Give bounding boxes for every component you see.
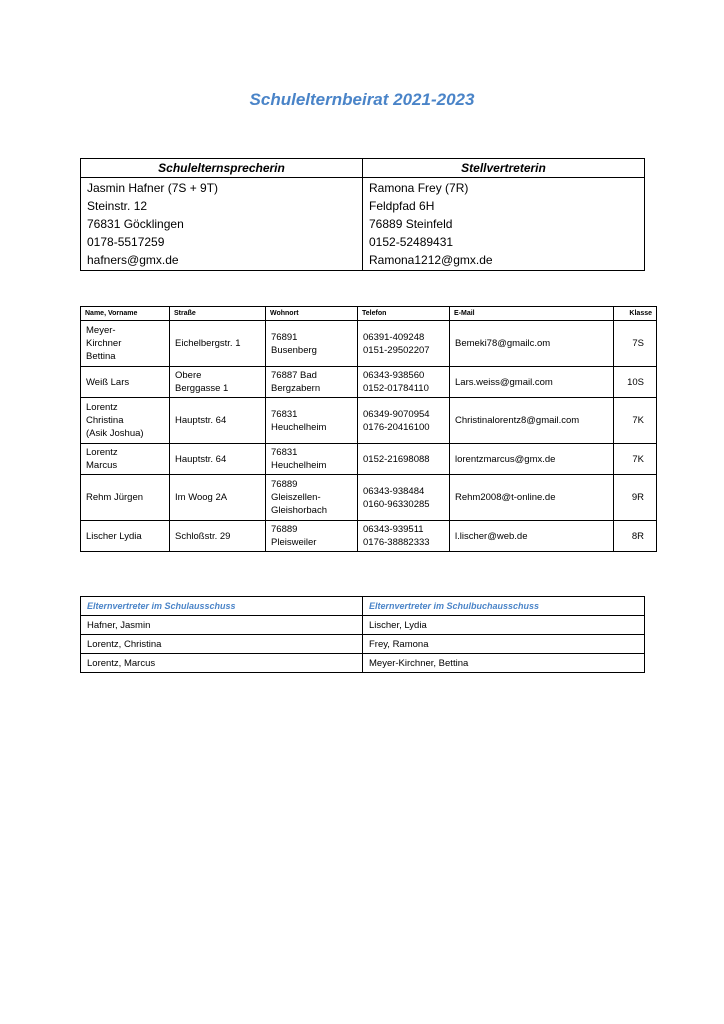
member-phone-line: 0152-01784110 (363, 383, 429, 394)
committees-row (81, 616, 645, 635)
member-email: lorentzmarcus@gmx.de (450, 444, 614, 475)
member-name-line: Lorentz (86, 402, 118, 413)
schoolbook-committee-member: Lischer, Lydia (363, 616, 645, 635)
member-name-line: Bettina (86, 351, 116, 362)
member-row (81, 398, 657, 444)
member-phone-line: 0176-38882333 (363, 537, 430, 548)
member-phone (358, 475, 450, 521)
member-street-line: Obere (175, 370, 202, 381)
member-name-line: Meyer- (86, 325, 116, 336)
member-phone (358, 521, 450, 552)
member-phone-line: 06343-938560 (363, 370, 425, 381)
member-phone (358, 321, 450, 367)
committees-row (81, 635, 645, 654)
member-name-line: Christina (86, 415, 124, 426)
member-city (266, 444, 358, 475)
member-class: 8R (614, 521, 657, 552)
member-email: Lars.weiss@gmail.com (450, 367, 614, 398)
member-phone-line: 0152-21698088 (363, 453, 430, 465)
member-city-line: Bergzabern (271, 383, 321, 394)
member-street (170, 398, 266, 444)
member-street-line: Hauptstr. 64 (175, 453, 227, 465)
member-name-line: Lischer Lydia (86, 530, 142, 542)
member-street (170, 475, 266, 521)
member-city-line: Heuchelheim (271, 421, 327, 433)
member-row (81, 321, 657, 367)
member-city-line: 76887 Bad (271, 370, 317, 381)
member-city (266, 521, 358, 552)
member-name (81, 444, 170, 475)
school-committee-member: Lorentz, Marcus (81, 654, 363, 673)
members-table (80, 306, 657, 552)
deputy-street: Feldpfad 6H (369, 199, 435, 213)
member-name (81, 475, 170, 521)
member-street (170, 521, 266, 552)
member-city-line: Pleisweiler (271, 537, 317, 548)
member-street (170, 321, 266, 367)
member-city (266, 367, 358, 398)
member-name-line: Weiß Lars (86, 376, 130, 388)
member-name-line: Marcus (86, 460, 118, 471)
schoolbook-committee-header: Elternvertreter im Schulbuchausschuss (363, 597, 645, 616)
col-header-street: Straße (170, 307, 266, 321)
col-header-email: E-Mail (450, 307, 614, 321)
member-name (81, 521, 170, 552)
member-phone-line: 06391-409248 (363, 331, 425, 343)
member-name (81, 367, 170, 398)
member-city-line: Heuchelheim (271, 460, 327, 471)
speakers-body-row (81, 178, 645, 271)
member-street-line: Hauptstr. 64 (175, 415, 227, 426)
member-class: 7S (614, 321, 657, 367)
schoolbook-committee-member: Meyer-Kirchner, Bettina (363, 654, 645, 673)
member-city-line: 76889 (271, 479, 298, 490)
member-street (170, 444, 266, 475)
member-city (266, 398, 358, 444)
deputy-phone: 0152-52489431 (369, 235, 454, 249)
member-name-line: (Asik Joshua) (86, 428, 144, 439)
deputy-header: Stellvertreterin (363, 159, 645, 178)
member-phone (358, 398, 450, 444)
speaker-name: Jasmin Hafner (7S + 9T) (87, 181, 219, 195)
member-class: 9R (614, 475, 657, 521)
col-header-phone: Telefon (358, 307, 450, 321)
deputy-email: Ramona1212@gmx.de (369, 253, 493, 267)
member-phone-line: 06343-938484 (363, 485, 425, 497)
col-header-class: Klasse (614, 307, 657, 321)
member-street-line: Im Woog 2A (175, 492, 228, 503)
member-street-line: Eichelbergstr. 1 (175, 338, 241, 349)
member-city-line: Busenberg (271, 344, 317, 356)
member-city (266, 475, 358, 521)
member-city-line: Gleishorbach (271, 505, 327, 516)
member-class: 10S (614, 367, 657, 398)
member-name-line: Lorentz (86, 447, 118, 458)
member-row (81, 444, 657, 475)
member-city-line: Gleiszellen- (271, 492, 321, 503)
member-row (81, 367, 657, 398)
speaker-header: Schulelternsprecherin (81, 159, 363, 178)
speaker-email: hafners@gmx.de (87, 253, 179, 267)
deputy-name: Ramona Frey (7R) (369, 181, 469, 195)
member-name (81, 398, 170, 444)
member-phone (358, 444, 450, 475)
member-phone-line: 0176-20416100 (363, 421, 430, 433)
member-street-line: Berggasse 1 (175, 383, 229, 394)
col-header-city: Wohnort (266, 307, 358, 321)
member-row (81, 521, 657, 552)
speakers-table (80, 158, 645, 271)
school-committee-member: Lorentz, Christina (81, 635, 363, 654)
school-committee-member: Hafner, Jasmin (81, 616, 363, 635)
deputy-cell (363, 178, 645, 271)
member-name-line: Rehm Jürgen (86, 492, 144, 503)
committees-row (81, 654, 645, 673)
member-street (170, 367, 266, 398)
member-city-line: 76889 (271, 524, 298, 535)
schoolbook-committee-member: Frey, Ramona (363, 635, 645, 654)
member-row (81, 475, 657, 521)
member-phone-line: 06343-939511 (363, 524, 424, 535)
deputy-city: 76889 Steinfeld (369, 217, 453, 231)
school-committee-header: Elternvertreter im Schulausschuss (81, 597, 363, 616)
member-phone-line: 0151-29502207 (363, 344, 430, 356)
page-title: Schulelternbeirat 2021-2023 (249, 90, 475, 109)
member-email: Rehm2008@t-online.de (450, 475, 614, 521)
member-email: Bemeki78@gmailc.om (450, 321, 614, 367)
member-email: l.lischer@web.de (450, 521, 614, 552)
col-header-name: Name, Vorname (81, 307, 170, 321)
members-body (81, 321, 657, 552)
members-header-row (81, 307, 657, 321)
member-phone-line: 0160-96330285 (363, 498, 430, 510)
speaker-city: 76831 Göcklingen (87, 217, 184, 231)
speaker-street: Steinstr. 12 (87, 199, 148, 213)
member-city-line: 76831 (271, 408, 298, 420)
speaker-cell (81, 178, 363, 271)
member-name-line: Kirchner (86, 338, 122, 349)
member-phone-line: 06349-9070954 (363, 408, 430, 420)
member-class: 7K (614, 444, 657, 475)
speakers-header-row (81, 159, 645, 178)
member-city-line: 76891 (271, 331, 298, 343)
member-email: Christinalorentz8@gmail.com (450, 398, 614, 444)
member-street-line: Schloßstr. 29 (175, 530, 231, 542)
committees-header-row (81, 597, 645, 616)
member-city (266, 321, 358, 367)
member-class: 7K (614, 398, 657, 444)
committees-table (80, 596, 645, 673)
speaker-phone: 0178-5517259 (87, 235, 165, 249)
member-name (81, 321, 170, 367)
member-city-line: 76831 (271, 447, 298, 458)
member-phone (358, 367, 450, 398)
